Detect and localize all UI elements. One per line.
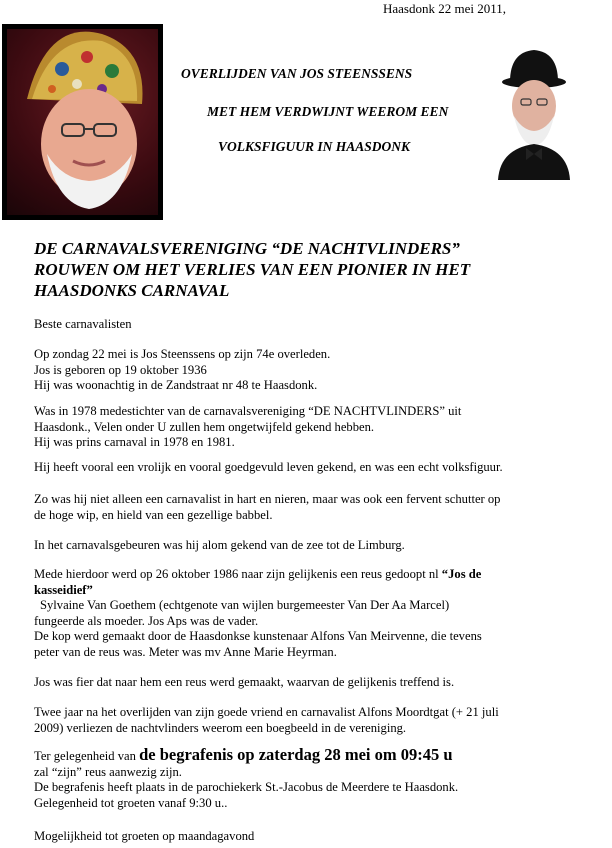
p6-line: Sylvaine Van Goethem (echtgenote van wijlen burgemeester Van Der Aa Marcel) [40,598,450,612]
headline-line-2: MET HEM VERDWIJNT WEEROM EEN [207,104,449,119]
paragraph-known: In het carnavalsgebeuren was hij alom gekend van de zee tot de Limburg. [34,538,405,552]
p1-line: Hij was woonachtig in de Zandstraat nr 48 te Haasdonk. [34,378,318,392]
main-title-line-2: ROUWEN OM HET VERLIES VAN EEN PIONIER IN HET [34,260,471,279]
p6-line: De kop werd gemaakt door de Haasdonkse kunstenaar Alfons Van Meirvenne, die tevens [34,629,482,643]
paragraph-death-notice [34,347,330,394]
p4-line: de hoge wip, en hield van een gezellige babbel. [34,507,273,522]
date-line: Haasdonk 22 mei 2011, [383,1,506,16]
paragraph-moordtgat [34,705,499,736]
p9-lead: Ter gelegenheid van [34,749,140,763]
p6-lead: Mede hierdoor werd op 26 oktober 1986 naar zijn gelijkenis een reus gedoopt nl [34,567,442,581]
p1-line: Op zondag 22 mei is Jos Steenssens op zijn 74e overleden. [34,347,331,361]
p9-line-1 [34,747,458,765]
p2-line: Haasdonk., Velen onder U zullen hem ongetwijfeld gekend hebben. [34,419,375,434]
paragraph-giant [34,567,482,660]
paragraph-monday: Mogelijkheid tot groeten op maandagavond [34,829,255,843]
paragraph-schutter [34,492,500,523]
p9-line: De begrafenis heeft plaats in de parochiekerk St.-Jacobus de Meerdere te Haasdonk. [34,780,459,794]
paragraph-founder [34,404,461,451]
greeting: Beste carnavalisten [34,317,132,331]
headline-line-1: OVERLIJDEN VAN JOS STEENSSENS [181,66,413,81]
portrait-bowler-hat-icon [490,44,578,180]
p2-line: Hij was prins carnaval in 1978 en 1981. [34,435,235,449]
giant-name-part-2: kasseidief” [34,582,93,597]
main-title-line-3: HAASDONKS CARNAVAL [34,281,230,300]
main-title-line-1: DE CARNAVALSVERENIGING “DE NACHTVLINDERS” [34,239,460,258]
portrait-carnival-cap-icon [7,29,158,215]
p1-line: Jos is geboren op 19 oktober 1936 [34,362,207,377]
main-title [34,238,470,301]
p9-line: Gelegenheid tot groeten vanaf 9:30 u.. [34,795,228,810]
photo-prince-carnival [2,24,163,220]
paragraph-funeral [34,747,458,811]
p6-line-1 [34,567,482,583]
p4-line: Zo was hij niet alleen een carnavalist in hart en nieren, maar was ook een fervent schutter op [34,492,501,506]
p8-line: 2009) verliezen de nachtvlinders weerom een boegbeeld in de vereniging. [34,720,407,735]
giant-name-part-1: “Jos de [441,567,482,581]
headline-line-3: VOLKSFIGUUR IN HAASDONK [218,139,411,154]
paragraph-life: Hij heeft vooral een vrolijk en vooral goedgevuld leven gekend, en was een echt volksfiguur. [34,460,503,474]
p6-line: peter van de reus was. Meter was mv Anne Marie Heyrman. [34,644,337,659]
photo-bowler-hat [490,44,578,180]
paragraph-pride: Jos was fier dat naar hem een reus werd gemaakt, waarvan de gelijkenis treffend is. [34,675,455,689]
p6-line: fungeerde als moeder. Jos Aps was de vader. [34,613,259,628]
funeral-date: de begrafenis op zaterdag 28 mei om 09:45 u [139,745,453,764]
p2-line: Was in 1978 medestichter van de carnavalsvereniging “DE NACHTVLINDERS” uit [34,404,462,418]
p9-line: zal “zijn” reus aanwezig zijn. [34,764,182,779]
p8-line: Twee jaar na het overlijden van zijn goede vriend en carnavalist Alfons Moordtgat (+ 21 juli [34,705,499,719]
